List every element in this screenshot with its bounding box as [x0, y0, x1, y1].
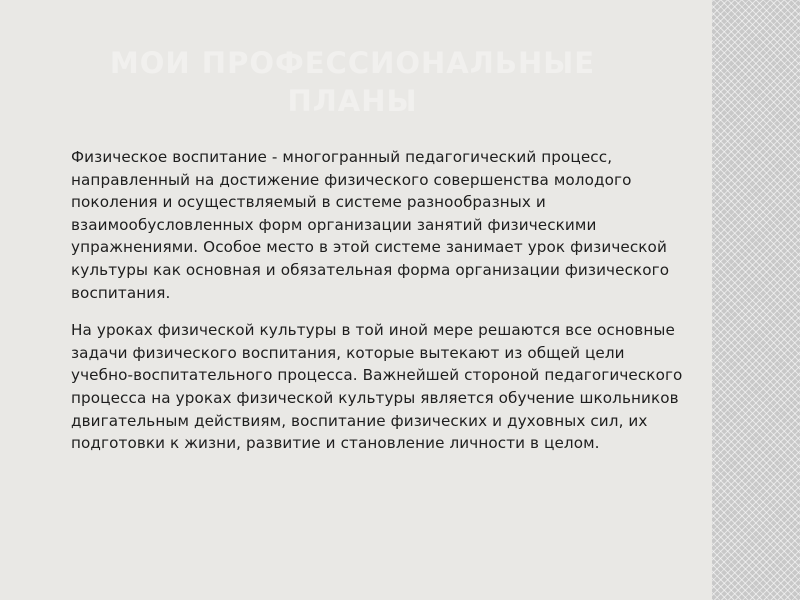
slide-title [80, 44, 625, 120]
slide-body [71, 146, 683, 470]
decorative-side-band [712, 0, 800, 600]
slide-title-line-2: ПЛАНЫ [287, 84, 418, 118]
body-paragraph-1: Физическое воспитание - многогранный педагогический процесс, направленный на достижение физического совершенства молодого поколения и осуществляемый в системе разнообразных и взаимообусловленных форм организации занятий физическими упражнениями. Особое место в этой системе занимает урок физической культуры как основная и обязательная форма организации физического воспитания. [71, 148, 670, 302]
slide-title-line-1: МОИ ПРОФЕССИОНАЛЬНЫЕ [109, 46, 596, 80]
body-paragraph-2: На уроках физической культуры в той иной мере решаются все основные задачи физического воспитания, которые вытекают из общей цели учебно-воспитательного процесса. Важнейшей стороной педагогического процесса на уроках физической культуры является обучение школьников двигательным действиям, воспитание физических и духовных сил, их подготовки к жизни, развитие и становление личности в целом. [71, 321, 683, 453]
